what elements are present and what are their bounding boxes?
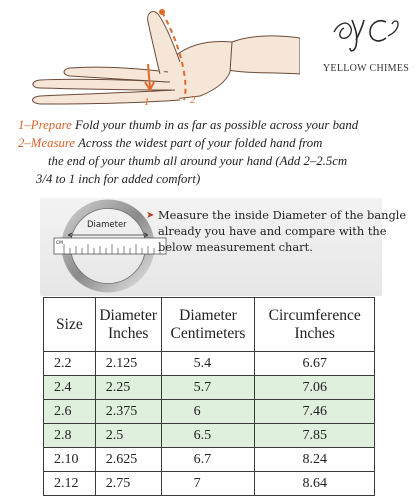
cell-size: 2.8 — [44, 424, 96, 448]
header-circumference: Circumference Inches — [255, 298, 375, 352]
cell-inches: 2.5 — [95, 424, 161, 448]
step-1-label: 1–Prepare — [18, 118, 72, 132]
header-diameter-cm: Diameter Centimeters — [161, 298, 255, 352]
table-row — [44, 352, 375, 376]
ruler-label: Diameter — [87, 220, 127, 230]
cell-circ: 8.64 — [255, 472, 375, 496]
cell-cm: 6.7 — [161, 448, 255, 472]
cell-circ: 7.46 — [255, 400, 375, 424]
measure-instruction: Measure the inside Diameter of the bangle already you have and compare with the below measurement chart. — [158, 208, 407, 254]
hand-illustration — [0, 0, 300, 115]
step-1-text: Fold your thumb in as far as possible across your band — [71, 118, 359, 132]
cell-circ: 7.06 — [255, 376, 375, 400]
brand-logo — [318, 6, 414, 76]
cell-size: 2.10 — [44, 448, 96, 472]
cell-cm: 5.4 — [161, 352, 255, 376]
hand-sketch-icon — [0, 0, 300, 115]
table-row — [44, 424, 375, 448]
cell-inches: 2.125 — [95, 352, 161, 376]
cell-circ: 7.85 — [255, 424, 375, 448]
cell-cm: 6.5 — [161, 424, 255, 448]
table-row — [44, 400, 375, 424]
cell-cm: 6 — [161, 400, 255, 424]
cell-size: 2.4 — [44, 376, 96, 400]
cell-cm: 7 — [161, 472, 255, 496]
cell-inches: 2.75 — [95, 472, 161, 496]
brand-name: YELLOW CHIMES — [322, 63, 410, 74]
cell-size: 2.2 — [44, 352, 96, 376]
marker-2: 2 — [190, 94, 196, 106]
cell-inches: 2.625 — [95, 448, 161, 472]
header-size: Size — [44, 298, 96, 352]
step-2-text: Across the widest part of your folded hand from — [75, 136, 323, 150]
instruction-step-2-line-2: the end of your thumb all around your hand (Add 2–2.5cm — [48, 154, 348, 168]
arrow-icon: ➤ — [146, 210, 155, 221]
table-row — [44, 472, 375, 496]
header-diameter-inches: Diameter Inches — [95, 298, 161, 352]
cell-circ: 8.24 — [255, 448, 375, 472]
instruction-step-2 — [18, 134, 418, 152]
yc-monogram-icon — [328, 6, 404, 56]
cell-cm: 5.7 — [161, 376, 255, 400]
cell-size: 2.12 — [44, 472, 96, 496]
instruction-step-1 — [18, 116, 418, 134]
cell-inches: 2.375 — [95, 400, 161, 424]
size-table — [43, 297, 375, 496]
marker-1: 1 — [144, 96, 150, 108]
instruction-step-2-line-3: 3/4 to 1 inch for added comfort) — [36, 172, 201, 186]
ruler-unit: CM — [56, 241, 64, 246]
cell-inches: 2.25 — [95, 376, 161, 400]
cell-size: 2.6 — [44, 400, 96, 424]
size-chart — [43, 297, 375, 495]
table-row — [44, 376, 375, 400]
step-2-label: 2–Measure — [18, 136, 76, 150]
table-header-row — [44, 298, 375, 352]
table-row — [44, 448, 375, 472]
cell-circ: 6.67 — [255, 352, 375, 376]
